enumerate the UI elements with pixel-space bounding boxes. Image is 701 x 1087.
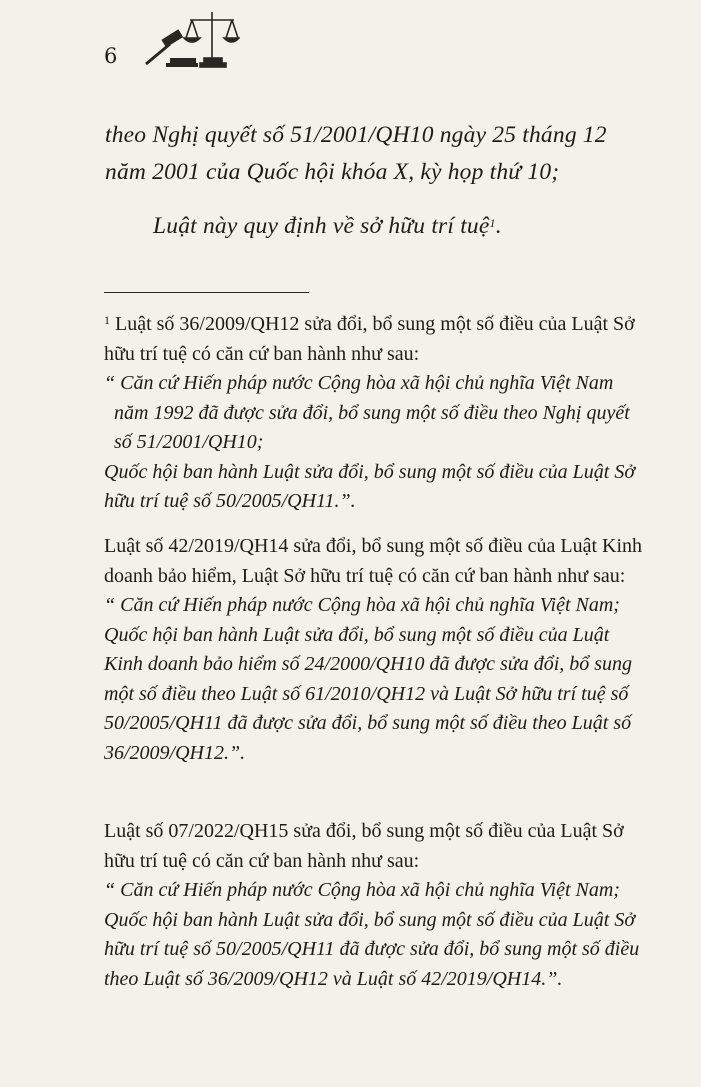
main-text-line: theo Nghị quyết số 51/2001/QH10 ngày 25 tháng 12 bbox=[105, 122, 607, 148]
main-text-line bbox=[105, 208, 650, 245]
footnote-quote: “ Căn cứ Hiến pháp nước Cộng hòa xã hội chủ nghĩa Việt Nam; bbox=[104, 879, 620, 901]
footnote-text: Luật số 36/2009/QH12 sửa đổi, bổ sung một số điều của Luật Sở hữu trí tuệ có căn cứ ban hành như sau: bbox=[104, 313, 635, 365]
footnote-quote: Quốc hội ban hành Luật sửa đổi, bổ sung một số điều của Luật Sở hữu trí tuệ số 50/2005/QH11 đã được sửa đổi, bổ sung một số điều theo Luật số 36/2009/QH12 và Luật số 42/2019/QH14.”. bbox=[104, 908, 640, 990]
footnote-quote: “ Căn cứ Hiến pháp nước Cộng hòa xã hội chủ nghĩa Việt Nam năm 1992 đã được sửa đổi, bổ sung một số điều theo Nghị quyết số 51/2001/QH10; bbox=[104, 372, 630, 453]
footnote-paragraph bbox=[104, 310, 652, 369]
statement-text: Luật này quy định về sở hữu trí tuệ bbox=[153, 213, 490, 239]
footnote-divider bbox=[104, 292, 309, 293]
footnote-marker: 1 bbox=[104, 313, 110, 327]
statement-period: . bbox=[495, 213, 502, 239]
main-text-statement bbox=[105, 208, 650, 245]
footnote-paragraph: Luật số 07/2022/QH15 sửa đổi, bổ sung một số điều của Luật Sở hữu trí tuệ có căn cứ ban hành như sau: bbox=[104, 820, 624, 872]
footnote-1 bbox=[104, 310, 652, 517]
footnote-quote: Quốc hội ban hành Luật sửa đổi, bổ sung một số điều của Luật Kinh doanh bảo hiểm số 24/2000/QH10 đã được sửa đổi, bổ sung một số điều theo Luật số 61/2010/QH12 và Luật Sở hữu trí tuệ số 50/2005/QH11 đã được sửa đổi, bổ sung một số điều theo Luật số 36/2009/QH12.”. bbox=[104, 623, 633, 764]
main-text-continuation bbox=[105, 117, 650, 191]
footnote-quote: Quốc hội ban hành Luật sửa đổi, bổ sung một số điều của Luật Sở hữu trí tuệ số 50/2005/QH11.”. bbox=[104, 460, 636, 512]
scales-and-gavel-icon bbox=[140, 8, 240, 70]
footnote-reference: 1 bbox=[489, 216, 496, 230]
page-number: 6 bbox=[104, 44, 118, 68]
main-text-line: năm 2001 của Quốc hội khóa X, kỳ họp thứ 10; bbox=[105, 159, 560, 185]
footnote-quote: “ Căn cứ Hiến pháp nước Cộng hòa xã hội chủ nghĩa Việt Nam; bbox=[104, 594, 620, 616]
footnote-paragraph: Luật số 42/2019/QH14 sửa đổi, bổ sung một số điều của Luật Kinh doanh bảo hiểm, Luật Sở hữu trí tuệ có căn cứ ban hành như sau: bbox=[104, 535, 643, 587]
footnote-paragraph-2 bbox=[104, 532, 652, 768]
footnote-paragraph-3 bbox=[104, 817, 652, 994]
